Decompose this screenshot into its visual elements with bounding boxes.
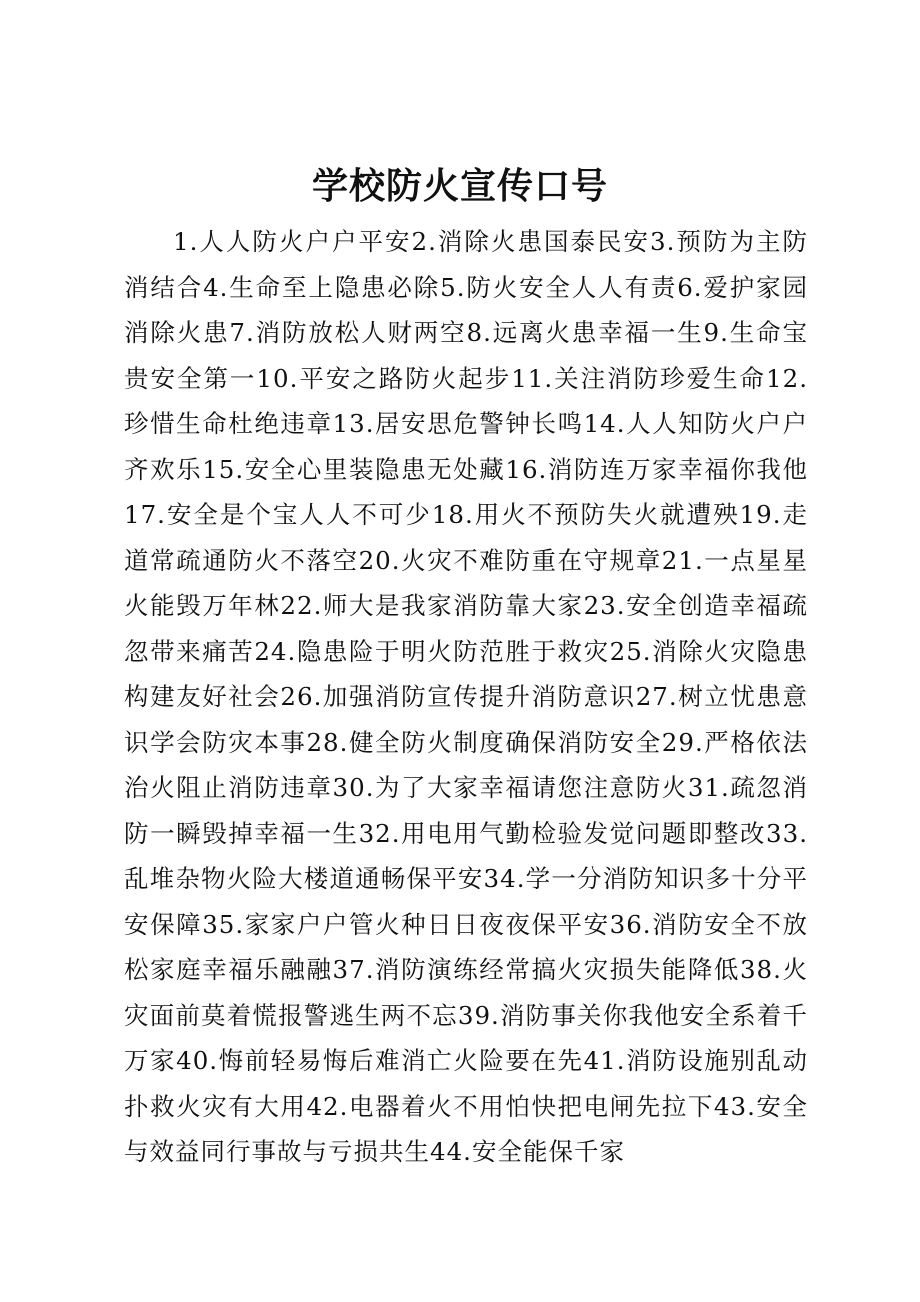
slogan-paragraph: 1.人人防火户户平安2.消除火患国泰民安3.预防为主防消结合4.生命至上隐患必除5.防火安全人人有责6.爱护家园消除火患7.消防放松人财两空8.远离火患幸福一生9.生命宝贵安全第一10.平安之路防火起步11.关注消防珍爱生命12.珍惜生命杜绝违章13.居安思危警钟长鸣14.人人知防火户户齐欢乐15.安全心里装隐患无处藏16.消防连万家幸福你我他17.安全是个宝人人不可少18.用火不预防失火就遭殃19.走道常疏通防火不落空20.火灾不难防重在守规章21.一点星星火能毁万年林22.师大是我家消防靠大家23.安全创造幸福疏忽带来痛苦24.隐患险于明火防范胜于救灾25.消除火灾隐患构建友好社会26.加强消防宣传提升消防意识27.树立忧患意识学会防灾本事28.健全防火制度确保消防安全29.严格依法治火阻止消防违章30.为了大家幸福请您注意防火31.疏忽消防一瞬毁掉幸福一生32.用电用气勤检验发觉问题即整改33.乱堆杂物火险大楼道通畅保平安34.学一分消防知识多十分平安保障35.家家户户管火种日日夜夜保平安36.消防安全不放松家庭幸福乐融融37.消防演练经常搞火灾损失能降低38.火灾面前莫着慌报警逃生两不忘39.消防事关你我他安全系着千万家40.悔前轻易悔后难消亡火险要在先41.消防设施别乱动扑救火灾有大用42.电器着火不用怕快把电闸先拉下43.安全与效益同行事故与亏损共生44.安全能保千家	[124, 227, 808, 1166]
document-title: 学校防火宣传口号	[311, 165, 608, 207]
